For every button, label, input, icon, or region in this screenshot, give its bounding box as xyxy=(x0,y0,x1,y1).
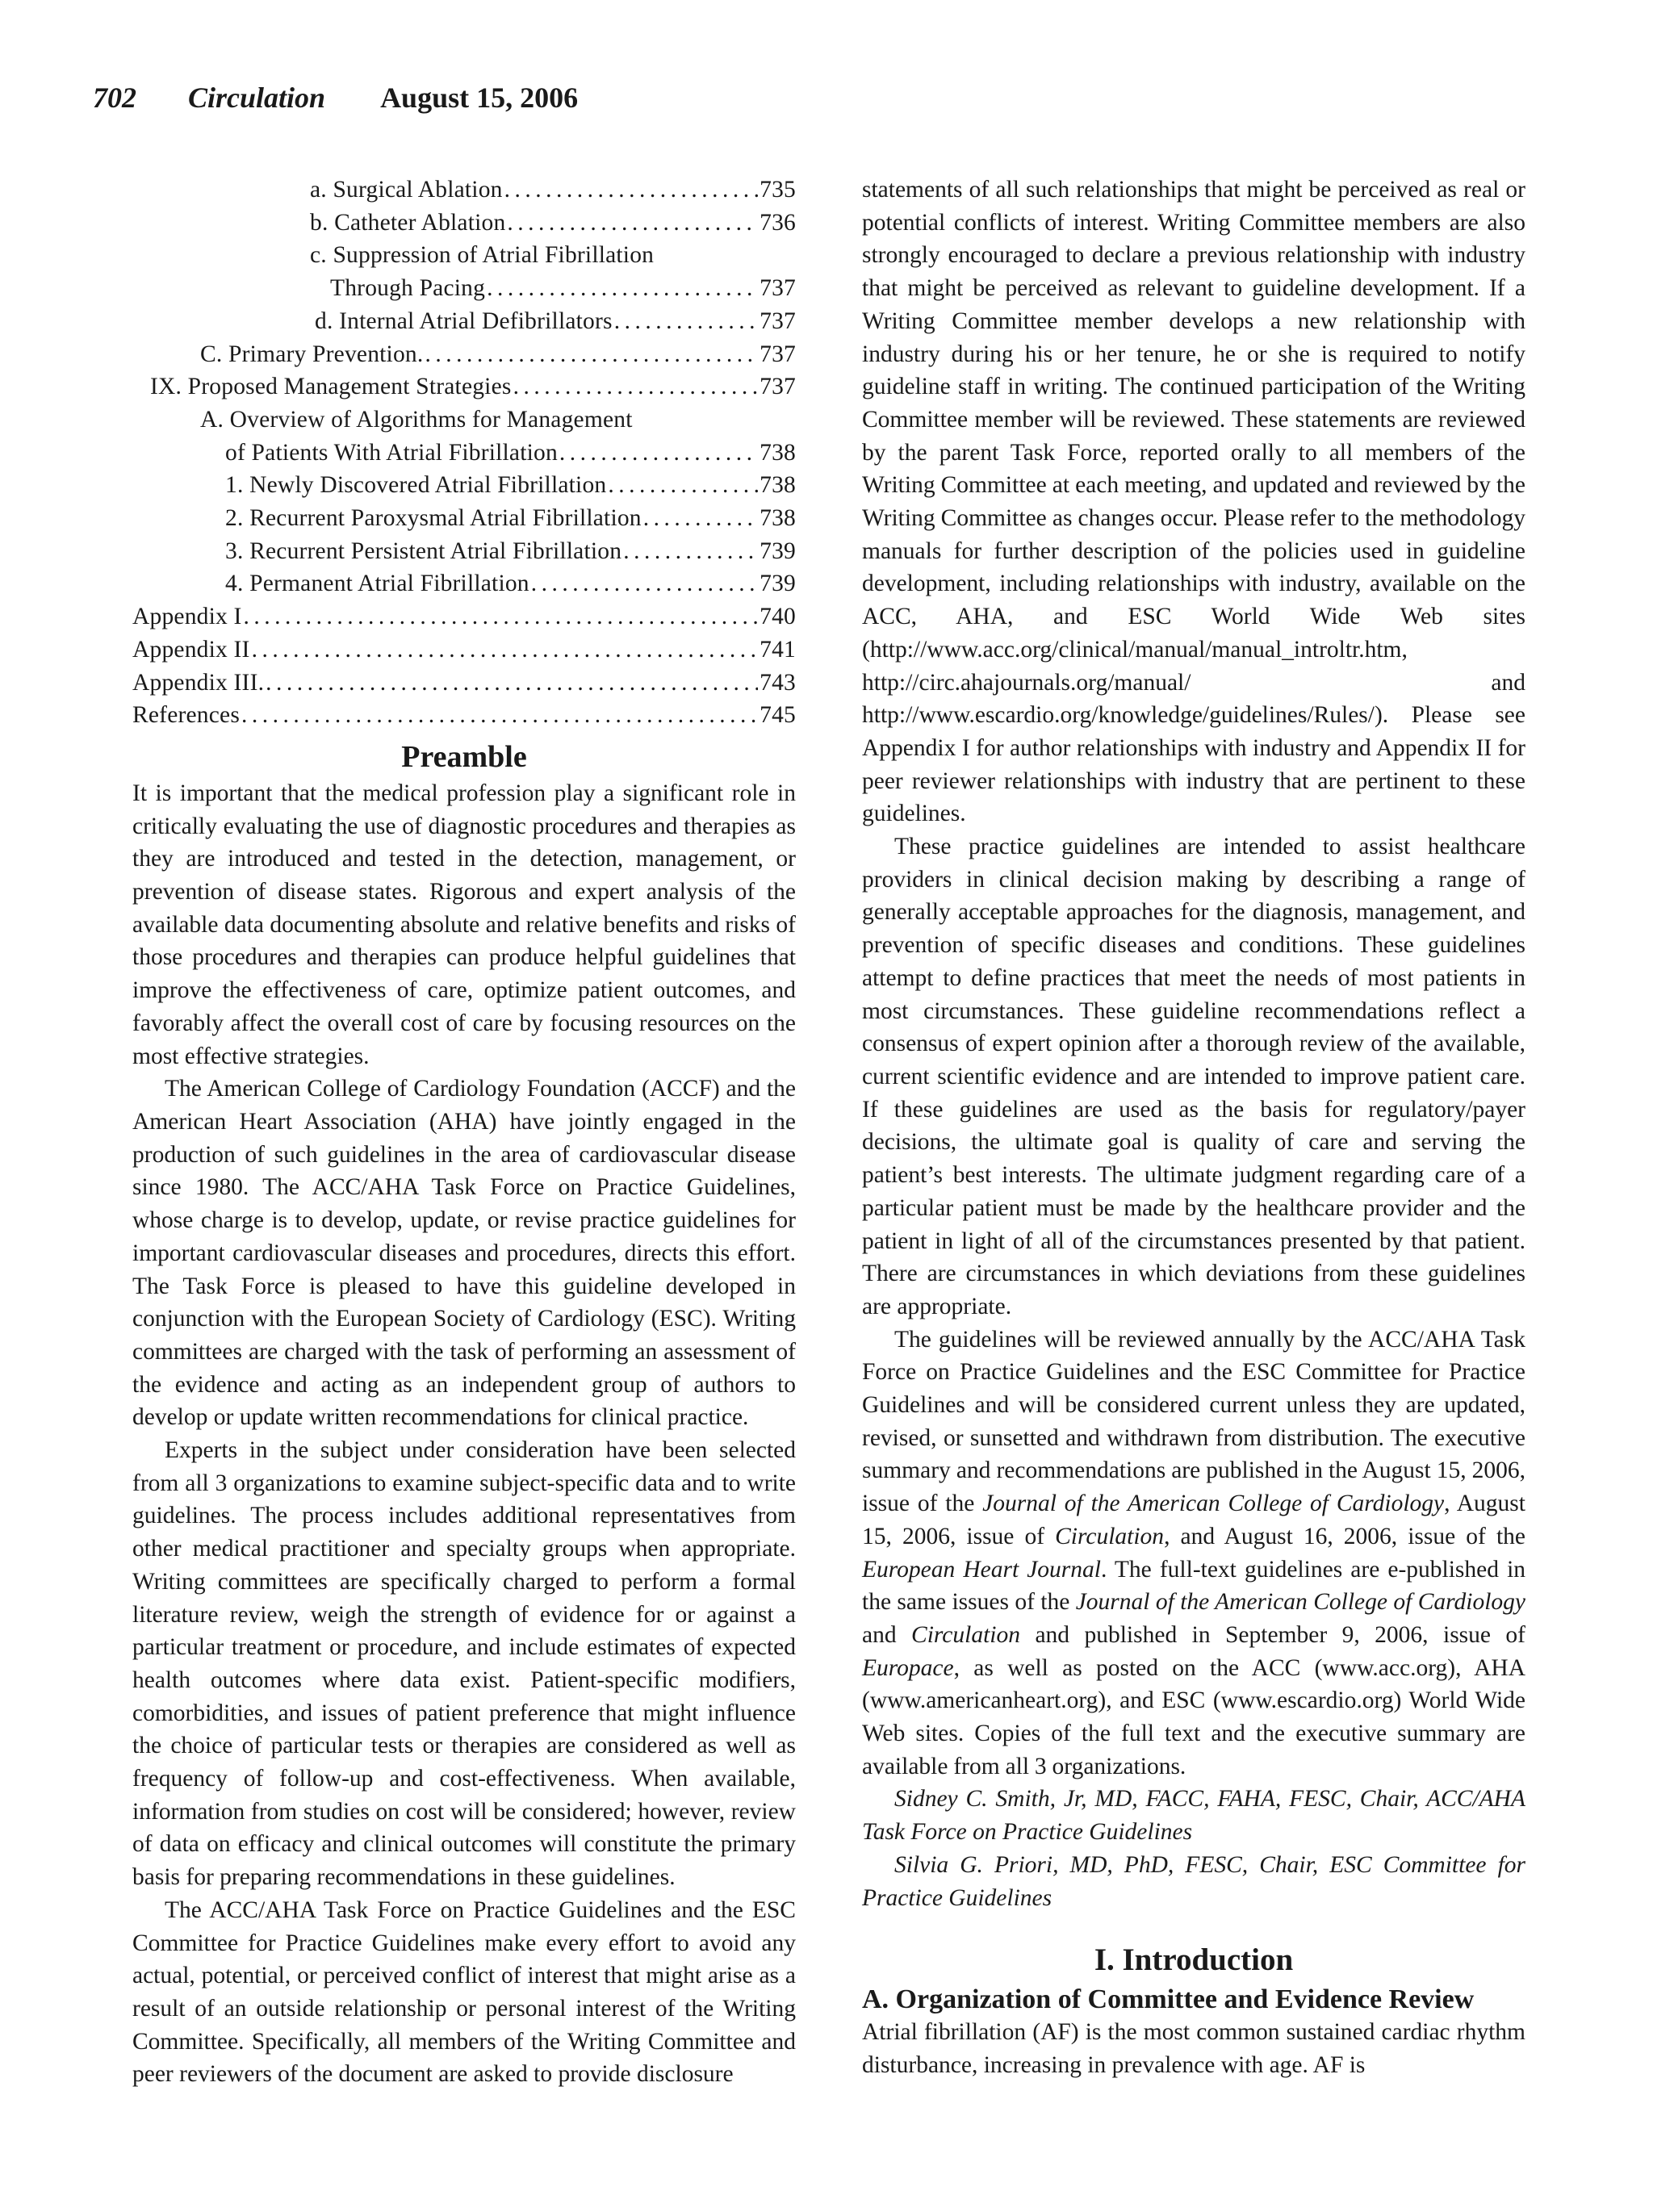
toc-entry-title: b. Catheter Ablation xyxy=(310,209,506,236)
page-number: 702 xyxy=(93,82,136,114)
toc-entry xyxy=(132,239,796,272)
toc-entry-page: 743 xyxy=(760,669,796,696)
toc-leader-dots xyxy=(504,174,759,207)
signature-smith: Sidney C. Smith, Jr, MD, FACC, FAHA, FESC, Chair, ACC/AHA Task Force on Practice Guidelines xyxy=(862,1786,1525,1846)
organization-subheading: A. Organization of Committee and Evidence Review xyxy=(862,1984,1475,2015)
toc-entry-page: 739 xyxy=(760,571,796,597)
toc-entry-page: 737 xyxy=(760,374,796,400)
toc-leader-dots xyxy=(507,207,758,240)
toc-entry-page: 735 xyxy=(760,177,796,203)
toc-entry-title: 2. Recurrent Paroxysmal Atrial Fibrillation xyxy=(225,505,642,532)
guidelines-purpose-paragraph: These practice guidelines are intended to assist healthcare providers in clinical decision making by describing a range of generally acceptable approaches for the diagnosis, management, and prevention of specific diseases and conditions. These guidelines attempt to define practices that meet the needs of most patients in most circumstances. These guideline recommendations reflect a consensus of expert opinion after a thorough review of the available, current scientific evidence and are intended to improve patient care. If these guidelines are used as the basis for regulatory/payer decisions, the ultimate goal is quality of care and serving the patient’s best interests. The ultimate judgment regarding care of a particular patient must be made by the healthcare provider and the patient in light of all of the circumstances presented by that patient. There are circumstances in which deviations from these guidelines are appropriate. xyxy=(862,834,1525,1319)
toc-entry xyxy=(132,338,796,371)
disclosure-paragraph: statements of all such relationships that might be perceived as real or potential conflicts of interest. Writing Committee members are also strongly encouraged to declare a previous relationship with industry that might be perceived as relevant to guideline development. If a Writing Committee member develops a new relationship with industry during his or her tenure, he or she is required to notify guideline staff in writing. The continued participation of the Writing Committee member will be reviewed. These statements are reviewed by the parent Task Force, reported orally to all members of the Writing Committee at each meeting, and updated and reviewed by the Writing Committee as changes occur. Please refer to the methodology manuals for further description of the policies used in guideline development, including relationships with industry, available on the ACC, AHA, and ESC World Wide Web sites (http://www.acc.org/clinical/manual/manual_introltr.htm, http://circ.ahajournals.org/manual/ and http://www.escardio.org/knowledge/guidelines/Rules/). Please see Appendix I for author relationships with industry and Appendix II for peer reviewer relationships with industry that are pertinent to these guidelines. xyxy=(862,177,1525,827)
preamble-paragraph-3: Experts in the subject under consideration have been selected from all 3 organizations to examine subject-specific data and to write guidelines. The process includes additional representatives from other medical practitioner and specialty groups when appropriate. Writing committees are specifically charged to perform a formal literature review, weigh the strength of evidence for or against a particular treatment or procedure, and include estimates of expected health outcomes where data exist. Patient-specific modifiers, comorbidities, and issues of patient preference that might influence the choice of particular tests or therapies are considered as well as frequency of follow-up and cost-effectiveness. When available, information from studies on cost will be considered; however, review of data on efficacy and clinical outcomes will constitute the primary basis for preparing recommendations in these guidelines. xyxy=(132,1437,796,1891)
toc-entry xyxy=(132,370,796,404)
toc-entry-page: 737 xyxy=(760,341,796,367)
toc-entry-title: C. Primary Prevention. xyxy=(200,341,424,367)
toc-entry-page: 737 xyxy=(760,275,796,302)
toc-leader-dots xyxy=(513,370,759,404)
table-of-contents xyxy=(132,174,796,732)
left-column xyxy=(132,174,796,2091)
toc-entry-title: d. Internal Atrial Defibrillators xyxy=(315,307,613,334)
toc-entry xyxy=(132,207,796,240)
toc-entry xyxy=(132,633,796,667)
preamble-heading: Preamble xyxy=(401,739,527,774)
toc-entry xyxy=(132,502,796,535)
toc-leader-dots xyxy=(559,437,758,470)
toc-leader-dots xyxy=(623,535,758,568)
toc-leader-dots xyxy=(266,667,758,700)
toc-entry xyxy=(132,469,796,502)
toc-leader-dots xyxy=(425,338,758,371)
toc-entry-title: References xyxy=(132,702,241,729)
toc-entry-page: 738 xyxy=(760,472,796,499)
toc-entry-title: 1. Newly Discovered Atrial Fibrillation xyxy=(225,472,607,499)
toc-entry-title: A. Overview of Algorithms for Management xyxy=(200,406,633,433)
toc-entry-title: Through Pacing xyxy=(330,275,486,302)
toc-entry-page: 738 xyxy=(760,439,796,466)
preamble-paragraph-1: It is important that the medical profession play a significant role in critically evaluating the use of diagnostic procedures and therapies as they are introduced and tested in the detection, management, or prevention of disease states. Rigorous and expert analysis of the available data documenting absolute and relative benefits and risks of those procedures and therapies can produce helpful guidelines that improve the effectiveness of care, optimize patient outcomes, and favorably affect the overall cost of care by focusing resources on the most effective strategies. xyxy=(132,780,796,1069)
toc-entry xyxy=(132,174,796,207)
toc-entry xyxy=(132,404,796,437)
introduction-paragraph: Atrial fibrillation (AF) is the most common sustained cardiac rhythm disturbance, increasing in prevalence with age. AF is xyxy=(862,2019,1525,2078)
toc-leader-dots xyxy=(614,305,758,338)
preamble-paragraph-2: The American College of Cardiology Foundation (ACCF) and the American Heart Association (AHA) have jointly engaged in the production of such guidelines in the area of cardiovascular disease since 1980. The ACC/AHA Task Force on Practice Guidelines, whose charge is to develop, update, or revise practice guidelines for important cardiovascular diseases and procedures, directs this effort. The Task Force is pleased to have this guideline developed in conjunction with the European Society of Cardiology (ESC). Writing committees are charged with the task of performing an assessment of the evidence and acting as an independent group of authors to develop or update written recommendations for clinical practice. xyxy=(132,1076,796,1431)
journal-name: Circulation xyxy=(188,82,326,114)
introduction-heading: I. Introduction xyxy=(1094,1942,1294,1978)
toc-leader-dots xyxy=(643,502,758,535)
toc-entry xyxy=(132,567,796,600)
toc-leader-dots xyxy=(244,600,759,633)
toc-entry-page: 738 xyxy=(760,505,796,532)
toc-leader-dots xyxy=(531,567,758,600)
toc-entry-title: 3. Recurrent Persistent Atrial Fibrillation xyxy=(225,537,622,564)
toc-entry-page: 740 xyxy=(760,604,796,630)
toc-entry-page: 741 xyxy=(760,636,796,663)
guidelines-review-paragraph: The guidelines will be reviewed annually by the ACC/AHA Task Force on Practice Guidelines and the ESC Committee for Practice Guidelines and will be considered current unless they are updated, revised, or sunsetted and withdrawn from distribution. The executive summary and recommendations are published in the August 15, 2006, issue of the Journal of the American College of Cardiology, August 15, 2006, issue of Circulation, and August 16, 2006, issue of the European Heart Journal. The full-text guidelines are e-published in the same issues of the Journal of the American College of Cardiology and Circulation and published in September 9, 2006, issue of Europace, as well as posted on the ACC (www.acc.org), AHA (www.americanheart.org), and ESC (www.escardio.org) World Wide Web sites. Copies of the full text and the executive summary are available from all 3 organizations. xyxy=(862,1326,1526,1779)
toc-entry xyxy=(132,437,796,470)
toc-entry-title: Appendix I xyxy=(132,604,242,630)
toc-entry-title: of Patients With Atrial Fibrillation xyxy=(225,439,558,466)
toc-entry xyxy=(132,535,796,568)
toc-entry xyxy=(132,699,796,732)
toc-entry xyxy=(132,272,796,305)
toc-entry-page: 739 xyxy=(760,537,796,564)
toc-entry xyxy=(132,667,796,700)
toc-leader-dots xyxy=(241,699,758,732)
toc-entry-title: c. Suppression of Atrial Fibrillation xyxy=(310,242,655,269)
toc-entry xyxy=(132,600,796,633)
issue-date: August 15, 2006 xyxy=(380,82,579,114)
signature-priori: Silvia G. Priori, MD, PhD, FESC, Chair, ESC Committee for Practice Guidelines xyxy=(862,1851,1525,1911)
toc-entry-title: Appendix III. xyxy=(132,669,265,696)
running-header xyxy=(93,81,578,115)
toc-leader-dots xyxy=(608,469,758,502)
toc-entry xyxy=(132,305,796,338)
toc-entry-page: 736 xyxy=(760,209,796,236)
right-column xyxy=(862,174,1525,2082)
toc-leader-dots xyxy=(487,272,758,305)
preamble-paragraph-4: The ACC/AHA Task Force on Practice Guidelines and the ESC Committee for Practice Guidelines make every effort to avoid any actual, potential, or perceived conflict of interest that might arise as a result of an outside relationship or personal interest of the Writing Committee. Specifically, all members of the Writing Committee and peer reviewers of the document are asked to provide disclosure xyxy=(132,1896,796,2088)
toc-entry-title: Appendix II xyxy=(132,636,250,663)
toc-entry-title: a. Surgical Ablation xyxy=(310,177,503,203)
toc-entry-title: IX. Proposed Management Strategies xyxy=(150,374,512,400)
toc-leader-dots xyxy=(252,633,759,667)
toc-entry-page: 745 xyxy=(760,702,796,729)
toc-entry-page: 737 xyxy=(760,307,796,334)
toc-entry-title: 4. Permanent Atrial Fibrillation xyxy=(225,571,529,597)
